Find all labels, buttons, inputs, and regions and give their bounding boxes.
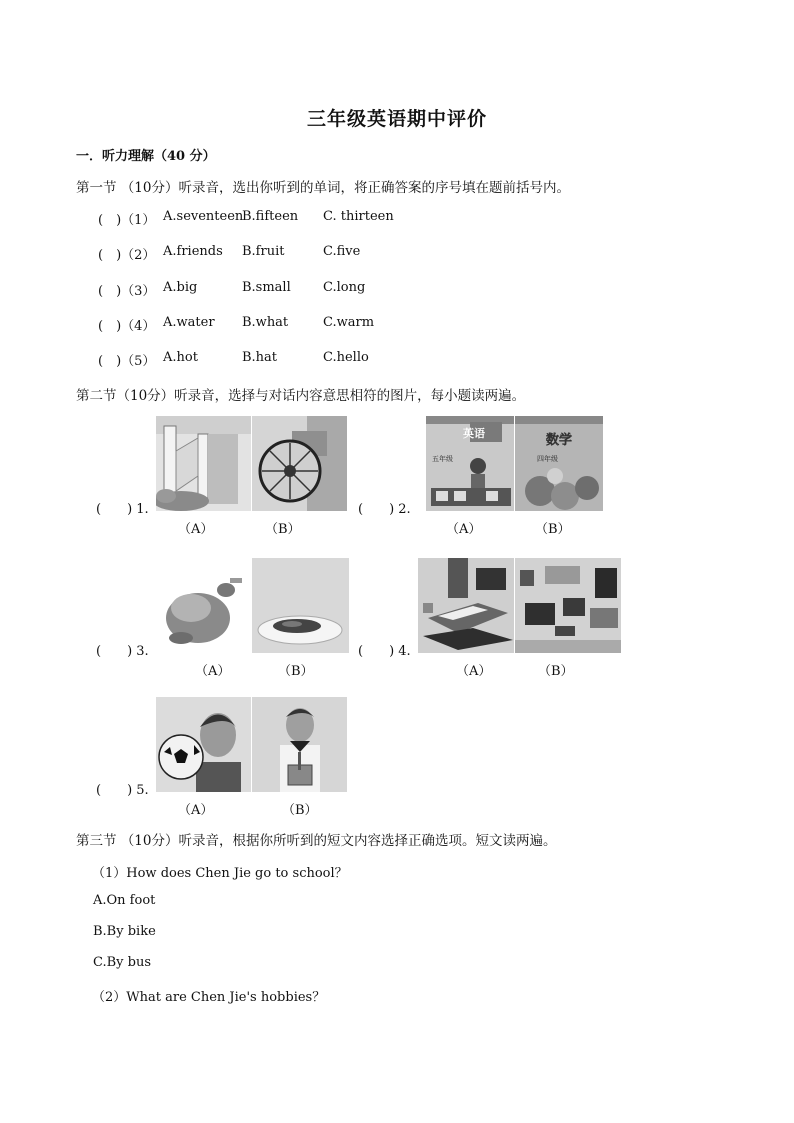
option-c: C.five (323, 244, 361, 259)
option-c: C.By bus (93, 955, 152, 970)
label-b: （B） (282, 803, 318, 818)
item-number: ( )（4） (98, 319, 156, 334)
football-boy-picture (156, 697, 251, 792)
label-b: （B） (265, 522, 301, 537)
label-a: （A） (178, 803, 214, 818)
living-room-picture (515, 558, 621, 653)
option-a: A.hot (163, 350, 198, 365)
question-3-prefix: ( ) 3. (96, 644, 149, 659)
label-a: （A） (446, 522, 482, 537)
option-c: C.hello (323, 350, 369, 365)
question-2: （2）What are Chen Jie's hobbies？ (92, 990, 326, 1005)
option-a: A.On foot (93, 893, 156, 908)
option-a: A.big (163, 280, 198, 295)
question-5-prefix: ( ) 5. (96, 783, 149, 798)
item-number: ( )（5） (98, 354, 156, 369)
english-book-picture (426, 416, 514, 511)
section3-instruction: 第三节 （10分）听录音，根据你所听到的短文内容选择正确选项。短文读两遍。 (76, 833, 557, 849)
label-a: （A） (195, 664, 231, 679)
book-grade-english: 五年级 (432, 455, 453, 463)
label-a: （A） (456, 664, 492, 679)
option-a: A.seventeen (163, 209, 244, 224)
option-c: C.long (323, 280, 366, 295)
book-title-english: 英语 (463, 427, 485, 440)
window-picture (156, 416, 251, 511)
item-number: ( )（1） (98, 213, 156, 228)
option-a: A.friends (163, 244, 223, 259)
question-1-prefix: ( ) 1. (96, 502, 149, 517)
math-book-picture (515, 416, 603, 511)
fan-picture (252, 416, 347, 511)
option-b: B.small (242, 280, 291, 295)
section1-instruction: 第一节 （10分）听录音，选出你听到的单词，将正确答案的序号填在题前括号内。 (76, 180, 570, 196)
option-a: A.water (163, 315, 215, 330)
section2-instruction: 第二节（10分）听录音，选择与对话内容意思相符的图片，每小题读两遍。 (76, 388, 526, 404)
option-c: C.warm (323, 315, 375, 330)
label-b: （B） (278, 664, 314, 679)
page-title: 三年级英语期中评价 (306, 108, 487, 130)
label-b: （B） (535, 522, 571, 537)
roast-chicken-picture (156, 558, 251, 653)
item-number: ( )（2） (98, 248, 156, 263)
option-b: B.hat (242, 350, 278, 365)
label-a: （A） (178, 522, 214, 537)
question-2-prefix: ( ) 2. (358, 502, 411, 517)
question-4-prefix: ( ) 4. (358, 644, 411, 659)
cook-man-picture (252, 697, 347, 792)
steak-picture (252, 558, 349, 653)
part1-heading: 一．听力理解（40 分） (76, 149, 216, 164)
book-title-math: 数学 (545, 433, 573, 448)
option-b: B.fruit (242, 244, 285, 259)
question-1: （1）How does Chen Jie go to school？ (92, 866, 348, 881)
item-number: ( )（3） (98, 284, 156, 299)
option-b: B.fifteen (242, 209, 299, 224)
option-b: B.By bike (93, 924, 156, 939)
option-b: B.what (242, 315, 289, 330)
book-grade-math: 四年级 (537, 455, 558, 463)
label-b: （B） (538, 664, 574, 679)
bedroom-picture (418, 558, 514, 653)
option-c: C. thirteen (323, 209, 394, 224)
